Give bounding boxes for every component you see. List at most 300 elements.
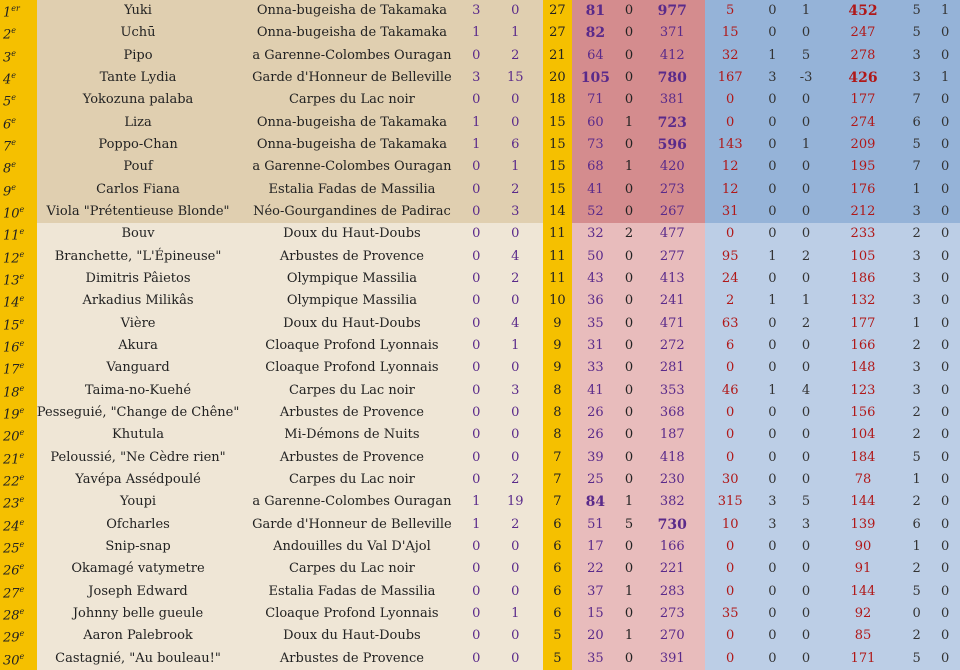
- rank-cell: [0, 0, 37, 22]
- stat-cell-9: 0: [789, 581, 823, 603]
- player-name: Branchette, "L'Épineuse": [37, 246, 239, 268]
- stat-cell-6: 166: [640, 536, 705, 558]
- table-row: [0, 603, 960, 625]
- team-name: a Garenne-Colombes Ouragan: [239, 491, 465, 513]
- rank-suffix: e: [11, 70, 17, 80]
- rank-cell: [0, 603, 37, 625]
- rank-number: 1: [3, 5, 12, 21]
- team-name: Carpes du Lac noir: [239, 469, 465, 491]
- stat-cell-2: 2: [488, 514, 543, 536]
- rank-suffix: e: [11, 26, 17, 36]
- rank-cell: [0, 402, 37, 424]
- stat-cell-4: 82: [572, 22, 618, 44]
- stat-cell-1: 0: [465, 335, 488, 357]
- stat-cell-7: 0: [705, 536, 756, 558]
- rank-number: 30: [3, 652, 20, 668]
- stat-cell-9: 0: [789, 201, 823, 223]
- stat-cell-6: 221: [640, 558, 705, 580]
- rank-suffix: e: [19, 495, 25, 505]
- team-name: Onna-bugeisha de Takamaka: [239, 22, 465, 44]
- stat-cell-3: 8: [543, 380, 573, 402]
- stat-cell-2: 0: [488, 112, 543, 134]
- table-row: [0, 447, 960, 469]
- table-row: [0, 179, 960, 201]
- team-name: Doux du Haut-Doubs: [239, 223, 465, 245]
- rank-suffix: e: [11, 115, 17, 125]
- stat-cell-12: 0: [930, 89, 960, 111]
- stat-cell-8: 0: [755, 335, 789, 357]
- player-name: Carlos Fiana: [37, 179, 239, 201]
- rank-number: 12: [3, 250, 20, 266]
- stat-cell-1: 0: [465, 625, 488, 647]
- stat-cell-5: 0: [619, 67, 640, 89]
- table-row: [0, 469, 960, 491]
- stat-cell-7: 0: [705, 581, 756, 603]
- rank-cell: [0, 290, 37, 312]
- stat-cell-6: 977: [640, 0, 705, 22]
- stat-cell-11: 2: [903, 223, 930, 245]
- stat-cell-12: 0: [930, 558, 960, 580]
- stat-cell-3: 9: [543, 313, 573, 335]
- stat-cell-12: 0: [930, 424, 960, 446]
- stat-cell-7: 0: [705, 357, 756, 379]
- team-name: a Garenne-Colombes Ouragan: [239, 156, 465, 178]
- stat-cell-3: 15: [543, 112, 573, 134]
- table-row: [0, 156, 960, 178]
- rank-cell: [0, 156, 37, 178]
- stat-cell-1: 0: [465, 45, 488, 67]
- stat-cell-9: 0: [789, 424, 823, 446]
- rank-suffix: e: [19, 539, 25, 549]
- stat-cell-10: 278: [823, 45, 903, 67]
- stat-cell-10: 144: [823, 581, 903, 603]
- stat-cell-10: 139: [823, 514, 903, 536]
- stat-cell-12: 0: [930, 625, 960, 647]
- stat-cell-5: 0: [619, 313, 640, 335]
- stat-cell-3: 11: [543, 223, 573, 245]
- stat-cell-10: 166: [823, 335, 903, 357]
- stat-cell-8: 0: [755, 22, 789, 44]
- player-name: Joseph Edward: [37, 581, 239, 603]
- team-name: Onna-bugeisha de Takamaka: [239, 134, 465, 156]
- stat-cell-10: 195: [823, 156, 903, 178]
- table-row: [0, 558, 960, 580]
- stat-cell-1: 0: [465, 179, 488, 201]
- stat-cell-11: 3: [903, 380, 930, 402]
- team-name: Cloaque Profond Lyonnais: [239, 603, 465, 625]
- stat-cell-3: 8: [543, 424, 573, 446]
- stat-cell-10: 105: [823, 246, 903, 268]
- stat-cell-3: 7: [543, 491, 573, 513]
- stat-cell-5: 0: [619, 179, 640, 201]
- rank-suffix: e: [11, 160, 17, 170]
- stat-cell-8: 0: [755, 469, 789, 491]
- team-name: Cloaque Profond Lyonnais: [239, 357, 465, 379]
- stat-cell-10: 209: [823, 134, 903, 156]
- stat-cell-2: 2: [488, 469, 543, 491]
- stat-cell-4: 33: [572, 357, 618, 379]
- stat-cell-7: 167: [705, 67, 756, 89]
- stat-cell-12: 0: [930, 45, 960, 67]
- rank-number: 24: [3, 518, 20, 534]
- stat-cell-5: 0: [619, 648, 640, 670]
- stat-cell-10: 233: [823, 223, 903, 245]
- stat-cell-12: 0: [930, 380, 960, 402]
- stat-cell-9: 1: [789, 134, 823, 156]
- stat-cell-2: 0: [488, 648, 543, 670]
- stat-cell-6: 381: [640, 89, 705, 111]
- table-row: [0, 514, 960, 536]
- stat-cell-6: 413: [640, 268, 705, 290]
- team-name: Estalia Fadas de Massilia: [239, 581, 465, 603]
- stat-cell-12: 0: [930, 447, 960, 469]
- stat-cell-9: 0: [789, 89, 823, 111]
- stat-cell-8: 0: [755, 558, 789, 580]
- stat-cell-8: 0: [755, 223, 789, 245]
- stat-cell-2: 0: [488, 0, 543, 22]
- player-name: Akura: [37, 335, 239, 357]
- stat-cell-4: 50: [572, 246, 618, 268]
- team-name: Arbustes de Provence: [239, 648, 465, 670]
- stat-cell-11: 5: [903, 648, 930, 670]
- team-name: Olympique Massilia: [239, 290, 465, 312]
- stat-cell-9: 0: [789, 179, 823, 201]
- rank-cell: [0, 625, 37, 647]
- stat-cell-11: 3: [903, 290, 930, 312]
- stat-cell-11: 3: [903, 246, 930, 268]
- rank-cell: [0, 67, 37, 89]
- player-name: Yuki: [37, 0, 239, 22]
- stat-cell-11: 3: [903, 45, 930, 67]
- stat-cell-10: 78: [823, 469, 903, 491]
- stat-cell-12: 0: [930, 335, 960, 357]
- stat-cell-1: 1: [465, 514, 488, 536]
- stat-cell-5: 1: [619, 112, 640, 134]
- stat-cell-11: 5: [903, 581, 930, 603]
- stat-cell-8: 0: [755, 424, 789, 446]
- stat-cell-8: 0: [755, 0, 789, 22]
- stat-cell-11: 0: [903, 603, 930, 625]
- rank-number: 5: [3, 94, 12, 110]
- stat-cell-11: 3: [903, 67, 930, 89]
- stat-cell-6: 382: [640, 491, 705, 513]
- stat-cell-7: 0: [705, 648, 756, 670]
- stat-cell-7: 95: [705, 246, 756, 268]
- stat-cell-1: 1: [465, 491, 488, 513]
- rank-suffix: e: [19, 316, 25, 326]
- stat-cell-3: 11: [543, 268, 573, 290]
- stat-cell-3: 27: [543, 22, 573, 44]
- stat-cell-7: 24: [705, 268, 756, 290]
- stat-cell-8: 0: [755, 357, 789, 379]
- stat-cell-2: 0: [488, 357, 543, 379]
- stat-cell-7: 0: [705, 89, 756, 111]
- stat-cell-6: 267: [640, 201, 705, 223]
- stat-cell-8: 0: [755, 402, 789, 424]
- stat-cell-6: 187: [640, 424, 705, 446]
- stat-cell-11: 1: [903, 313, 930, 335]
- stat-cell-6: 477: [640, 223, 705, 245]
- stat-cell-5: 1: [619, 156, 640, 178]
- stat-cell-5: 0: [619, 268, 640, 290]
- stat-cell-10: 176: [823, 179, 903, 201]
- stat-cell-4: 52: [572, 201, 618, 223]
- stat-cell-5: 0: [619, 45, 640, 67]
- stat-cell-10: 91: [823, 558, 903, 580]
- stat-cell-12: 0: [930, 179, 960, 201]
- stat-cell-3: 6: [543, 603, 573, 625]
- table-row: [0, 491, 960, 513]
- stat-cell-5: 0: [619, 134, 640, 156]
- stat-cell-2: 0: [488, 558, 543, 580]
- team-name: Carpes du Lac noir: [239, 89, 465, 111]
- stat-cell-12: 0: [930, 290, 960, 312]
- stat-cell-5: 0: [619, 201, 640, 223]
- stat-cell-5: 0: [619, 335, 640, 357]
- player-name: Viola "Prétentieuse Blonde": [37, 201, 239, 223]
- table-row: [0, 45, 960, 67]
- stat-cell-5: 0: [619, 22, 640, 44]
- stat-cell-1: 1: [465, 134, 488, 156]
- stat-cell-3: 11: [543, 246, 573, 268]
- rank-suffix: e: [19, 405, 25, 415]
- player-name: Poppo-Chan: [37, 134, 239, 156]
- stat-cell-2: 2: [488, 268, 543, 290]
- stat-cell-1: 0: [465, 402, 488, 424]
- rank-number: 2: [3, 27, 12, 43]
- stat-cell-3: 21: [543, 45, 573, 67]
- stat-cell-8: 1: [755, 45, 789, 67]
- team-name: a Garenne-Colombes Ouragan: [239, 45, 465, 67]
- team-name: Mi-Démons de Nuits: [239, 424, 465, 446]
- rank-cell: [0, 89, 37, 111]
- stat-cell-3: 27: [543, 0, 573, 22]
- rank-suffix: e: [19, 517, 25, 527]
- stat-cell-11: 5: [903, 447, 930, 469]
- stat-cell-3: 6: [543, 514, 573, 536]
- team-name: Doux du Haut-Doubs: [239, 625, 465, 647]
- stat-cell-4: 22: [572, 558, 618, 580]
- stat-cell-1: 0: [465, 89, 488, 111]
- stat-cell-8: 0: [755, 581, 789, 603]
- stat-cell-4: 15: [572, 603, 618, 625]
- stat-cell-2: 0: [488, 89, 543, 111]
- stat-cell-1: 0: [465, 357, 488, 379]
- table-row: [0, 201, 960, 223]
- stat-cell-8: 3: [755, 491, 789, 513]
- stat-cell-8: 0: [755, 156, 789, 178]
- stat-cell-3: 6: [543, 581, 573, 603]
- stat-cell-5: 0: [619, 89, 640, 111]
- player-name: Okamagé vatymetre: [37, 558, 239, 580]
- stat-cell-12: 0: [930, 402, 960, 424]
- stat-cell-9: 5: [789, 45, 823, 67]
- stat-cell-5: 1: [619, 491, 640, 513]
- stat-cell-8: 0: [755, 447, 789, 469]
- stat-cell-11: 2: [903, 335, 930, 357]
- team-name: Onna-bugeisha de Takamaka: [239, 0, 465, 22]
- stat-cell-7: 35: [705, 603, 756, 625]
- stat-cell-9: 0: [789, 223, 823, 245]
- stat-cell-10: 104: [823, 424, 903, 446]
- team-name: Carpes du Lac noir: [239, 380, 465, 402]
- stat-cell-2: 3: [488, 201, 543, 223]
- table-row: [0, 357, 960, 379]
- stat-cell-11: 5: [903, 22, 930, 44]
- stat-cell-10: 148: [823, 357, 903, 379]
- stat-cell-12: 0: [930, 581, 960, 603]
- table-row: [0, 536, 960, 558]
- rank-cell: [0, 268, 37, 290]
- rank-cell: [0, 313, 37, 335]
- stat-cell-11: 2: [903, 402, 930, 424]
- stat-cell-6: 353: [640, 380, 705, 402]
- rank-suffix: e: [19, 294, 25, 304]
- stat-cell-12: 0: [930, 603, 960, 625]
- stat-cell-8: 0: [755, 201, 789, 223]
- stat-cell-8: 0: [755, 112, 789, 134]
- stat-cell-4: 35: [572, 313, 618, 335]
- stat-cell-11: 2: [903, 558, 930, 580]
- player-name: Taima-no-Kuehé: [37, 380, 239, 402]
- stat-cell-6: 270: [640, 625, 705, 647]
- rank-number: 22: [3, 474, 20, 490]
- rank-cell: [0, 491, 37, 513]
- stat-cell-2: 19: [488, 491, 543, 513]
- team-name: Arbustes de Provence: [239, 402, 465, 424]
- rank-cell: [0, 112, 37, 134]
- stat-cell-6: 780: [640, 67, 705, 89]
- stat-cell-6: 241: [640, 290, 705, 312]
- stat-cell-10: 247: [823, 22, 903, 44]
- stat-cell-9: 0: [789, 648, 823, 670]
- rank-suffix: e: [19, 651, 25, 661]
- stat-cell-10: 156: [823, 402, 903, 424]
- stat-cell-12: 0: [930, 223, 960, 245]
- stat-cell-5: 1: [619, 581, 640, 603]
- stat-cell-7: 0: [705, 112, 756, 134]
- stat-cell-7: 0: [705, 625, 756, 647]
- stat-cell-12: 0: [930, 357, 960, 379]
- stat-cell-9: 0: [789, 22, 823, 44]
- stat-cell-3: 9: [543, 335, 573, 357]
- stat-cell-12: 0: [930, 112, 960, 134]
- team-name: Estalia Fadas de Massilia: [239, 179, 465, 201]
- stat-cell-1: 0: [465, 156, 488, 178]
- stat-cell-3: 6: [543, 536, 573, 558]
- stat-cell-2: 0: [488, 625, 543, 647]
- rank-number: 3: [3, 49, 12, 65]
- stat-cell-4: 35: [572, 648, 618, 670]
- table-row: [0, 67, 960, 89]
- rank-suffix: e: [19, 450, 25, 460]
- stat-cell-2: 2: [488, 179, 543, 201]
- player-name: Castagnié, "Au bouleau!": [37, 648, 239, 670]
- stat-cell-6: 371: [640, 22, 705, 44]
- player-name: Bouv: [37, 223, 239, 245]
- stat-cell-6: 596: [640, 134, 705, 156]
- stat-cell-8: 3: [755, 514, 789, 536]
- rank-number: 17: [3, 362, 20, 378]
- rank-suffix: er: [11, 4, 20, 13]
- stat-cell-2: 0: [488, 424, 543, 446]
- rank-cell: [0, 581, 37, 603]
- stat-cell-4: 26: [572, 424, 618, 446]
- stat-cell-11: 6: [903, 112, 930, 134]
- stat-cell-2: 15: [488, 67, 543, 89]
- stat-cell-5: 0: [619, 447, 640, 469]
- stat-cell-7: 31: [705, 201, 756, 223]
- stat-cell-11: 2: [903, 491, 930, 513]
- rank-cell: [0, 134, 37, 156]
- stat-cell-6: 412: [640, 45, 705, 67]
- stat-cell-7: 46: [705, 380, 756, 402]
- rank-number: 27: [3, 585, 20, 601]
- stat-cell-9: 0: [789, 402, 823, 424]
- stat-cell-5: 0: [619, 424, 640, 446]
- team-name: Arbustes de Provence: [239, 246, 465, 268]
- stat-cell-10: 123: [823, 380, 903, 402]
- team-name: Onna-bugeisha de Takamaka: [239, 112, 465, 134]
- stat-cell-3: 7: [543, 447, 573, 469]
- stat-cell-10: 426: [823, 67, 903, 89]
- stat-cell-11: 6: [903, 514, 930, 536]
- stat-cell-7: 32: [705, 45, 756, 67]
- stat-cell-2: 6: [488, 134, 543, 156]
- stat-cell-10: 177: [823, 313, 903, 335]
- stat-cell-8: 0: [755, 603, 789, 625]
- stat-cell-5: 0: [619, 603, 640, 625]
- stat-cell-3: 15: [543, 156, 573, 178]
- stat-cell-12: 0: [930, 648, 960, 670]
- stat-cell-7: 0: [705, 424, 756, 446]
- stat-cell-8: 0: [755, 89, 789, 111]
- stat-cell-5: 0: [619, 558, 640, 580]
- stat-cell-1: 0: [465, 268, 488, 290]
- stat-cell-4: 71: [572, 89, 618, 111]
- stat-cell-10: 212: [823, 201, 903, 223]
- stat-cell-10: 144: [823, 491, 903, 513]
- stat-cell-4: 84: [572, 491, 618, 513]
- stat-cell-12: 0: [930, 536, 960, 558]
- stat-cell-1: 0: [465, 246, 488, 268]
- stat-cell-4: 37: [572, 581, 618, 603]
- stat-cell-3: 9: [543, 357, 573, 379]
- stat-cell-4: 43: [572, 268, 618, 290]
- stat-cell-1: 0: [465, 424, 488, 446]
- stat-cell-1: 0: [465, 313, 488, 335]
- stat-cell-5: 0: [619, 0, 640, 22]
- rank-cell: [0, 424, 37, 446]
- stat-cell-9: 0: [789, 335, 823, 357]
- table-row: [0, 223, 960, 245]
- rank-number: 21: [3, 451, 20, 467]
- player-name: Khutula: [37, 424, 239, 446]
- stat-cell-10: 452: [823, 0, 903, 22]
- table-row: [0, 625, 960, 647]
- stat-cell-7: 12: [705, 179, 756, 201]
- stat-cell-8: 1: [755, 290, 789, 312]
- stat-cell-3: 20: [543, 67, 573, 89]
- stat-cell-4: 73: [572, 134, 618, 156]
- stat-cell-9: 1: [789, 290, 823, 312]
- stat-cell-11: 3: [903, 357, 930, 379]
- stat-cell-9: 0: [789, 447, 823, 469]
- rank-cell: [0, 179, 37, 201]
- stat-cell-4: 60: [572, 112, 618, 134]
- stat-cell-9: 5: [789, 491, 823, 513]
- stat-cell-1: 0: [465, 558, 488, 580]
